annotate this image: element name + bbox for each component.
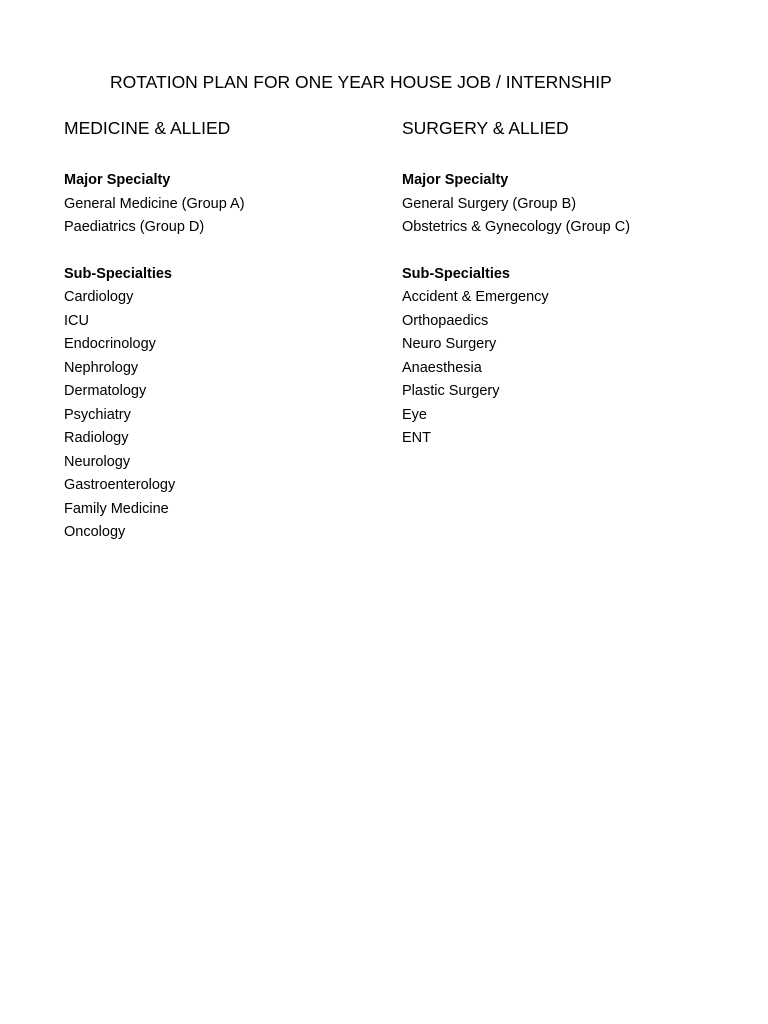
medicine-sub-item: Radiology	[64, 430, 129, 446]
surgery-sub-label: Sub-Specialties	[402, 265, 510, 282]
surgery-heading: SURGERY & ALLIED	[402, 118, 569, 138]
medicine-column	[64, 117, 384, 545]
medicine-major-item: Paediatrics (Group D)	[64, 219, 205, 235]
medicine-major-label: Major Specialty	[64, 172, 171, 188]
medicine-sub-item: Oncology	[64, 524, 126, 540]
medicine-sub-item: ICU	[64, 312, 89, 329]
surgery-sub-item: Orthopaedics	[402, 312, 489, 329]
surgery-column	[402, 117, 742, 451]
surgery-major-label: Major Specialty	[402, 172, 509, 188]
surgery-major-item: General Surgery (Group B)	[402, 195, 577, 212]
surgery-major-section	[402, 169, 742, 240]
medicine-major-section	[64, 169, 384, 240]
surgery-sub-item: Accident & Emergency	[402, 289, 549, 305]
document-title: ROTATION PLAN FOR ONE YEAR HOUSE JOB / INTERNSHIP	[110, 72, 612, 92]
medicine-sub-item: Family Medicine	[64, 500, 169, 517]
medicine-sub-item: Neurology	[64, 453, 131, 470]
medicine-major-item: General Medicine (Group A)	[64, 195, 245, 212]
medicine-sub-section	[64, 263, 384, 545]
surgery-sub-item: Neuro Surgery	[402, 336, 497, 352]
surgery-sub-section	[402, 263, 742, 451]
medicine-major-list	[64, 193, 384, 240]
medicine-sub-item: Gastroenterology	[64, 477, 176, 493]
surgery-sub-item: Plastic Surgery	[402, 383, 500, 399]
surgery-sub-list	[402, 286, 742, 451]
medicine-sub-item: Nephrology	[64, 359, 139, 376]
surgery-major-list	[402, 193, 742, 240]
medicine-sub-list	[64, 286, 384, 545]
surgery-sub-item: ENT	[402, 430, 431, 446]
medicine-sub-item: Cardiology	[64, 289, 134, 305]
medicine-sub-item: Endocrinology	[64, 336, 156, 352]
surgery-sub-item: Eye	[402, 406, 427, 423]
medicine-sub-label: Sub-Specialties	[64, 265, 172, 282]
surgery-sub-item: Anaesthesia	[402, 359, 482, 376]
medicine-sub-item: Dermatology	[64, 383, 147, 399]
medicine-heading: MEDICINE & ALLIED	[64, 118, 231, 138]
medicine-sub-item: Psychiatry	[64, 406, 131, 423]
surgery-major-item: Obstetrics & Gynecology (Group C)	[402, 219, 631, 235]
